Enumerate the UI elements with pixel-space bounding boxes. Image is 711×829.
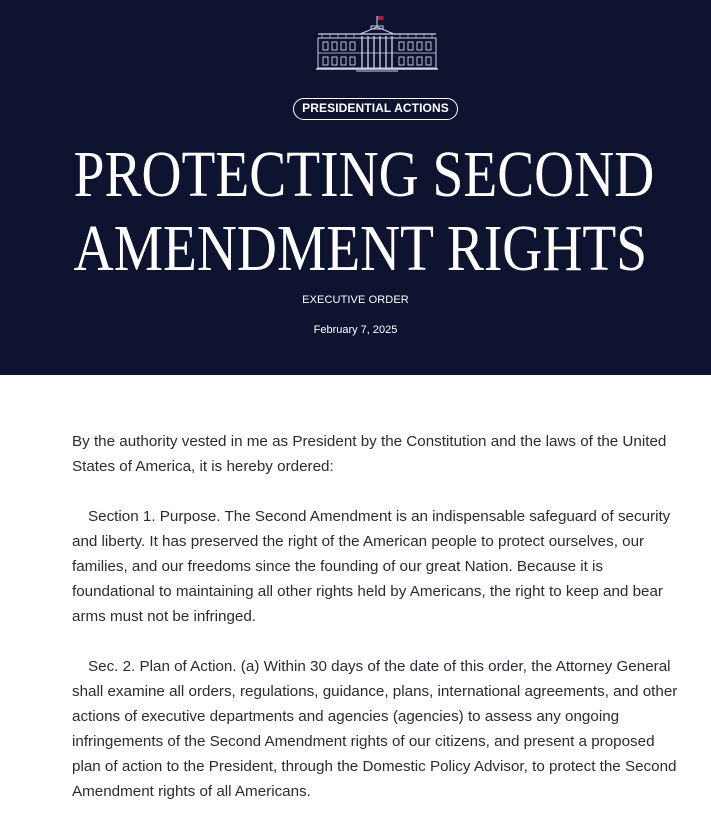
- page-header: [0, 0, 711, 375]
- white-house-logo-icon[interactable]: [316, 14, 438, 72]
- section-2-paragraph: Sec. 2. Plan of Action. (a) Within 30 days of the date of this order, the Attorney General shall examine all orders, regulations, guidance, plans, international agreements, and other actions of executive departments and agencies (agencies) to assess any ongoing infringements of the Second Amendment rights of our citizens, and present a proposed plan of action to the President, through the Domestic Policy Advisor, to protect the Second Amendment rights of all Americans.: [72, 658, 678, 800]
- publish-date: February 7, 2025: [313, 324, 398, 336]
- presidential-actions-badge[interactable]: PRESIDENTIAL ACTIONS: [293, 98, 458, 120]
- page-title-line-2: AMENDMENT RIGHTS: [73, 212, 648, 285]
- page-title-line-1: PROTECTING SECOND: [73, 138, 655, 211]
- document-type: EXECUTIVE ORDER: [302, 294, 409, 306]
- section-1-paragraph: Section 1. Purpose. The Second Amendment is an indispensable safeguard of security and liberty. It has preserved the right of the American people to protect ourselves, our families, and our freedoms since the founding of our great Nation. Because it is foundational to maintaining all other rights held by Americans, the right to keep and bear arms must not be infringed.: [72, 508, 671, 625]
- preamble-paragraph: By the authority vested in me as President by the Constitution and the laws of the United States of America, it is hereby ordered:: [72, 433, 667, 475]
- order-body: [72, 429, 684, 829]
- page-title: [73, 138, 655, 286]
